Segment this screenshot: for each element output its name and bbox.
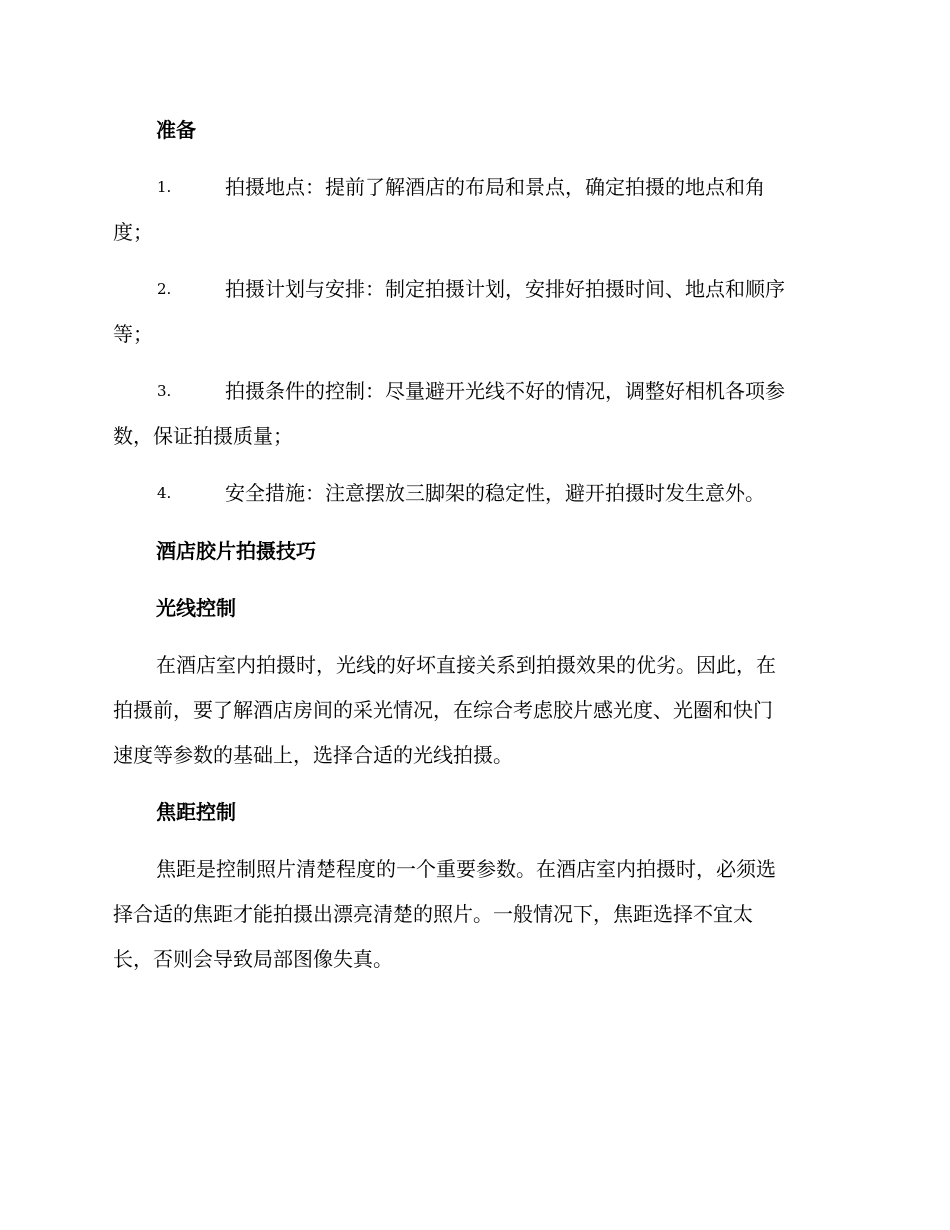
list-item-text: 拍摄计划与安排：制定拍摄计划，安排好拍摄时间、地点和顺序: [225, 277, 785, 301]
focus-heading: 焦距控制: [156, 800, 236, 824]
paragraph-line: 长，否则会导致局部图像失真。: [113, 947, 393, 971]
paragraph-line: 速度等参数的基础上，选择合适的光线拍摄。: [113, 743, 513, 767]
tips-heading: 酒店胶片拍摄技巧: [156, 539, 316, 563]
list-item-text: 拍摄条件的控制：尽量避开光线不好的情况，调整好相机各项参: [225, 379, 785, 403]
list-item: [113, 369, 835, 459]
list-number: 2.: [157, 280, 172, 298]
list-item: [113, 267, 835, 357]
list-item-text: 拍摄地点：提前了解酒店的布局和景点，确定拍摄的地点和角: [225, 175, 765, 199]
list-number: 4.: [157, 484, 172, 502]
prep-heading: 准备: [156, 118, 196, 142]
list-number: 3.: [157, 382, 172, 400]
list-item-continuation: 度；: [113, 220, 153, 244]
list-item: [113, 471, 835, 516]
focus-paragraph: [113, 847, 835, 982]
paragraph-line: 在酒店室内拍摄时，光线的好坏直接关系到拍摄效果的优劣。因此，在: [156, 653, 776, 677]
list-number: 1.: [157, 178, 172, 196]
paragraph-line: 拍摄前，要了解酒店房间的采光情况，在综合考虑胶片感光度、光圈和快门: [113, 698, 773, 722]
paragraph-line: 焦距是控制照片清楚程度的一个重要参数。在酒店室内拍摄时，必须选: [156, 857, 776, 881]
list-item-text: 安全措施：注意摆放三脚架的稳定性，避开拍摄时发生意外。: [225, 481, 765, 505]
list-item-continuation: 数，保证拍摄质量；: [113, 424, 293, 448]
list-item: [113, 165, 835, 255]
list-item-continuation: 等；: [113, 322, 153, 346]
light-heading: 光线控制: [156, 596, 236, 620]
light-paragraph: [113, 643, 835, 778]
paragraph-line: 择合适的焦距才能拍摄出漂亮清楚的照片。一般情况下，焦距选择不宜太: [113, 902, 753, 926]
